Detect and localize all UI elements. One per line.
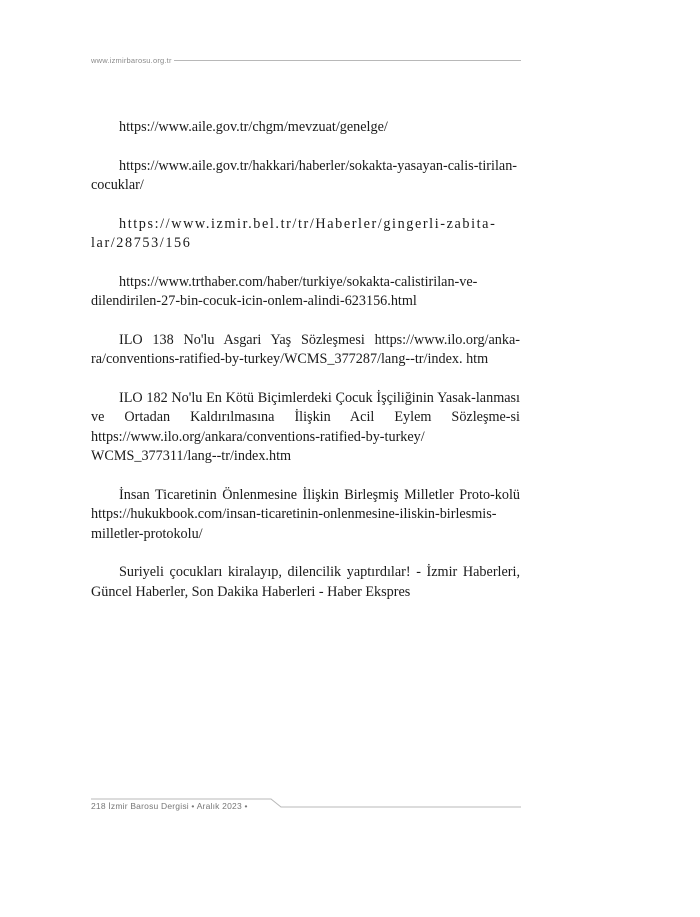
header-url: www.izmirbarosu.org.tr	[91, 55, 172, 65]
header-rule	[174, 60, 521, 61]
reference-list	[91, 118, 520, 621]
footer-page-info: 218 İzmir Barosu Dergisi • Aralık 2023 •	[91, 801, 248, 811]
reference-un-protocol: İnsan Ticaretinin Önlenmesine İlişkin Birleşmiş Milletler Proto-kolü https://hukukbook.com/insan-ticaretinin-onlenmesine-iliskin-birlesmis-milletler-protokolu/	[91, 486, 520, 542]
page-footer	[91, 797, 521, 815]
reference-ilo-182: ILO 182 No'lu En Kötü Biçimlerdeki Çocuk İşçiliğinin Yasak-lanması ve Ortadan Kaldırılmasına İlişkin Acil Eylem Sözleşme-si https://www.ilo.org/ankara/conventions-ratified-by-turkey/ WCMS_377311/lang--tr/index.htm	[91, 389, 520, 464]
reference-aile-genelge: https://www.aile.gov.tr/chgm/mevzuat/genelge/	[119, 119, 388, 135]
reference-trthaber: https://www.trthaber.com/haber/turkiye/sokakta-calistirilan-ve-dilendirilen-27-bin-cocuk-icin-onlem-alindi-623156.html	[91, 273, 478, 309]
reference-ilo-138: ILO 138 No'lu Asgari Yaş Sözleşmesi https://www.ilo.org/anka-ra/conventions-ratified-by-turkey/WCMS_377287/lang--tr/index. htm	[91, 331, 520, 367]
reference-aile-hakkari: https://www.aile.gov.tr/hakkari/haberler/sokakta-yasayan-calis-tirilan-cocuklar/	[91, 157, 518, 193]
running-header	[91, 53, 521, 67]
reference-izmir-bel: https://www.izmir.bel.tr/tr/Haberler/gingerli-zabita-lar/28753/156	[91, 215, 497, 251]
reference-haber-ekspres: Suriyeli çocukları kiralayıp, dilencilik yaptırdılar! - İzmir Haberleri, Güncel Haberler, Son Dakika Haberleri - Haber Ekspres	[91, 564, 520, 600]
